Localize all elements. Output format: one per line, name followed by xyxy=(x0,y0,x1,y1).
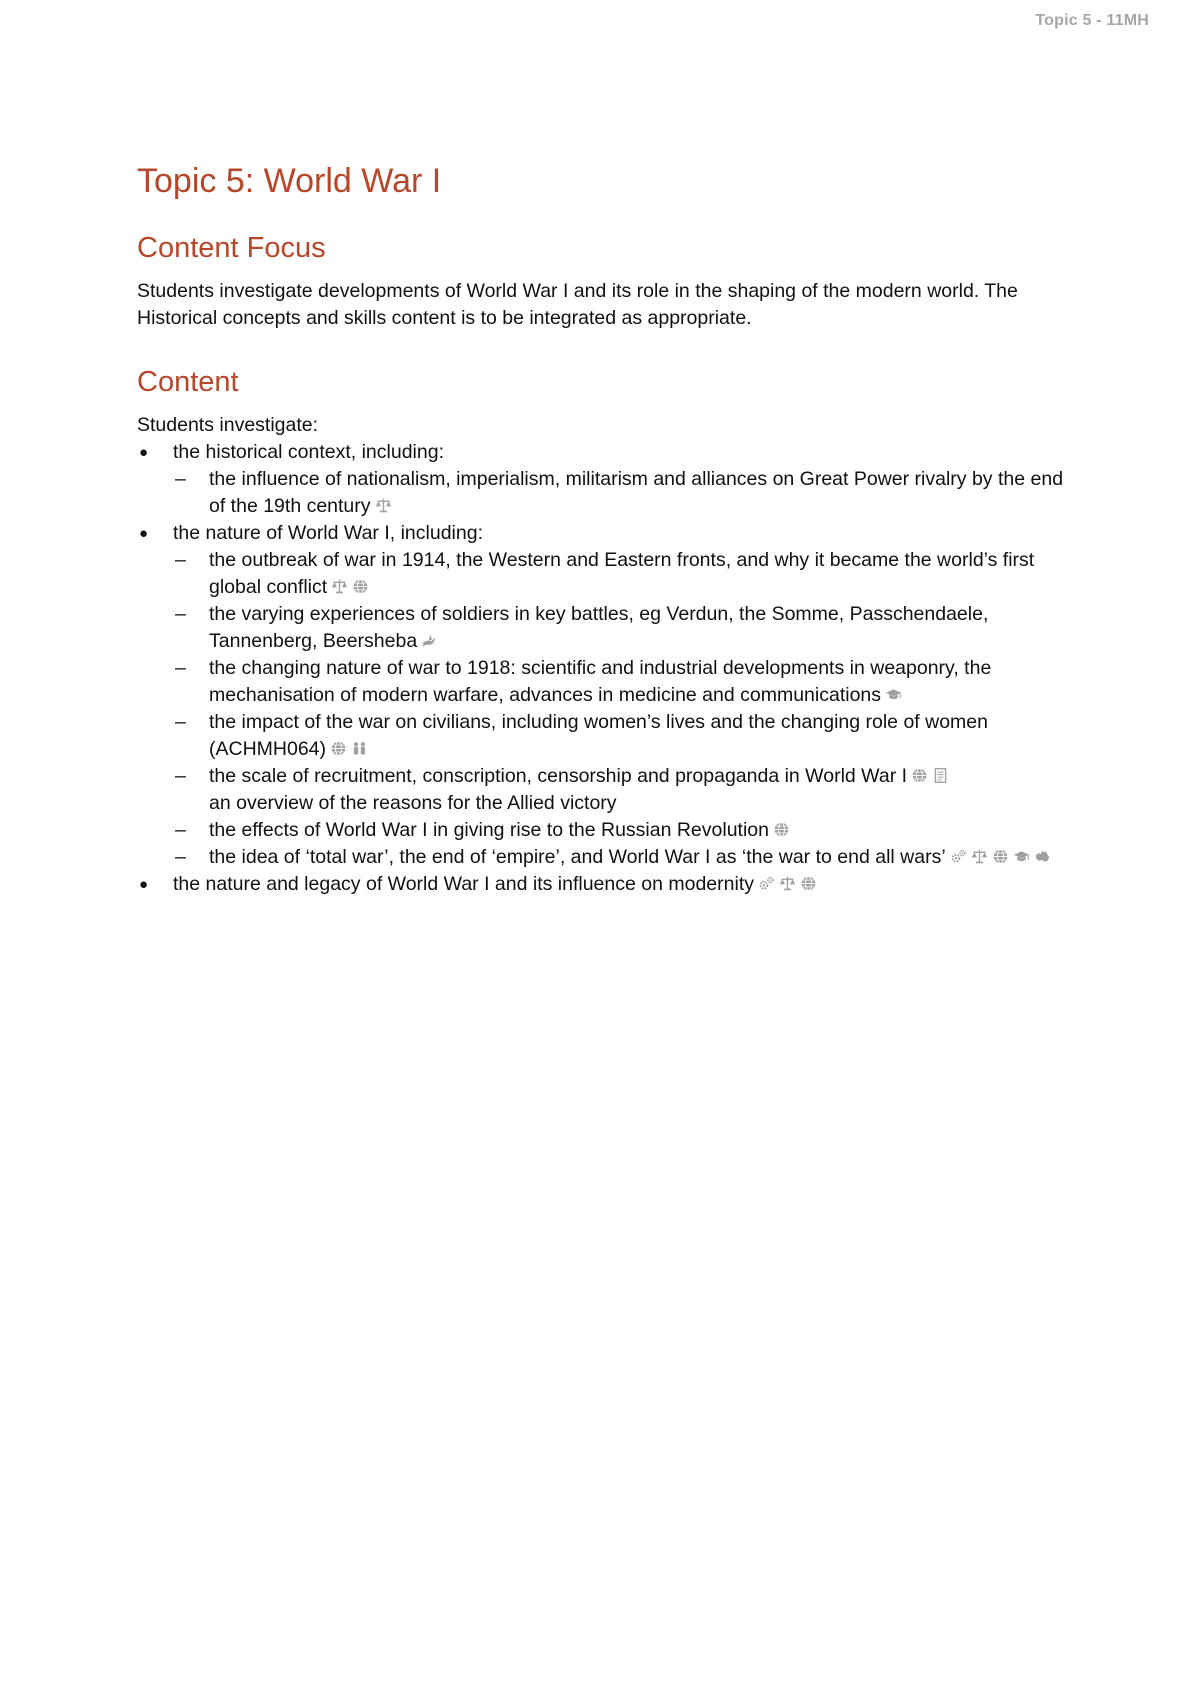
icon-group xyxy=(950,848,1051,865)
icon-group xyxy=(331,578,369,595)
content-list xyxy=(137,439,1077,898)
dove-icon xyxy=(421,632,438,649)
dash-marker: – xyxy=(175,846,186,868)
icon-group xyxy=(758,875,817,892)
people-icon xyxy=(351,740,368,757)
icon-group xyxy=(885,686,902,703)
sub-list-item xyxy=(173,601,1077,655)
page-title: Topic 5: World War I xyxy=(137,162,442,200)
dash-marker: – xyxy=(175,711,186,733)
globe-icon xyxy=(773,821,790,838)
list-item-text: the nature and legacy of World War I and its influence on modernity xyxy=(173,873,754,895)
graduation-cap-icon xyxy=(1013,848,1030,865)
scales-icon xyxy=(971,848,988,865)
sub-list-item-text: the impact of the war on civilians, including women’s lives and the changing role of women (ACHMH064) xyxy=(209,711,988,760)
graduation-cap-icon xyxy=(885,686,902,703)
australia-icon xyxy=(1034,848,1051,865)
bullet-icon: ● xyxy=(139,444,149,461)
list-item-text: the nature of World War I, including: xyxy=(173,522,483,544)
sub-list xyxy=(173,547,1077,871)
sub-list-item-text: the influence of nationalism, imperialism, militarism and alliances on Great Power rivalry by the end of the 19th century xyxy=(209,468,1064,517)
scales-icon xyxy=(331,578,348,595)
sub-list-item-text: the idea of ‘total war’, the end of ‘empire’, and World War I as ‘the war to end all wars’ xyxy=(209,846,946,868)
list-item-text: the historical context, including: xyxy=(173,441,444,463)
list-item xyxy=(137,439,1077,520)
sub-list-item xyxy=(173,817,1077,844)
sub-list-item-text: the scale of recruitment, conscription, censorship and propaganda in World War I xyxy=(209,765,908,787)
icon-group xyxy=(375,497,392,514)
sub-list-item xyxy=(173,709,1077,763)
globe-icon xyxy=(800,875,817,892)
page-header-reference: Topic 5 - 11MH xyxy=(1035,12,1149,29)
dash-marker: – xyxy=(175,549,186,571)
list-item xyxy=(137,520,1077,871)
bullet-icon: ● xyxy=(139,525,149,542)
content-heading: Content xyxy=(137,366,239,398)
document-icon xyxy=(932,767,949,784)
sub-list-item xyxy=(173,763,1077,817)
globe-icon xyxy=(352,578,369,595)
gears-icon xyxy=(950,848,967,865)
globe-icon xyxy=(911,767,928,784)
dash-marker: – xyxy=(175,657,186,679)
icon-group xyxy=(773,821,790,838)
dash-marker: – xyxy=(175,819,186,841)
scales-icon xyxy=(779,875,796,892)
dash-marker: – xyxy=(175,468,186,490)
gears-icon xyxy=(758,875,775,892)
dash-marker: – xyxy=(175,603,186,625)
sub-list-item xyxy=(173,655,1077,709)
scales-icon xyxy=(375,497,392,514)
sub-list-item-text: the changing nature of war to 1918: scientific and industrial developments in weaponry, the mechanisation of modern warfare, advances in medicine and communications xyxy=(209,657,992,706)
bullet-icon: ● xyxy=(139,876,149,893)
content-focus-paragraph: Students investigate developments of World War I and its role in the shaping of the modern world. The Historical concepts and skills content is to be integrated as appropriate. xyxy=(137,280,1018,329)
sub-list-item-continuation: an overview of the reasons for the Allied victory xyxy=(209,792,617,814)
sub-list-item-text: the varying experiences of soldiers in key battles, eg Verdun, the Somme, Passchendaele, Tannenberg, Beersheba xyxy=(209,603,989,652)
sub-list-item xyxy=(173,466,1077,520)
sub-list-item xyxy=(173,547,1077,601)
sub-list-item-text: the effects of World War I in giving rise to the Russian Revolution xyxy=(209,819,769,841)
icon-group xyxy=(330,740,368,757)
document-body xyxy=(137,160,1077,898)
content-intro: Students investigate: xyxy=(137,414,319,436)
globe-icon xyxy=(330,740,347,757)
globe-icon xyxy=(992,848,1009,865)
icon-group xyxy=(911,767,949,784)
sub-list-item-text: the outbreak of war in 1914, the Western and Eastern fronts, and why it became the world’s first global conflict xyxy=(209,549,1035,598)
icon-group xyxy=(421,632,438,649)
list-item xyxy=(137,871,1077,898)
content-focus-heading: Content Focus xyxy=(137,232,326,264)
sub-list-item xyxy=(173,844,1077,871)
dash-marker: – xyxy=(175,765,186,787)
sub-list xyxy=(173,466,1077,520)
